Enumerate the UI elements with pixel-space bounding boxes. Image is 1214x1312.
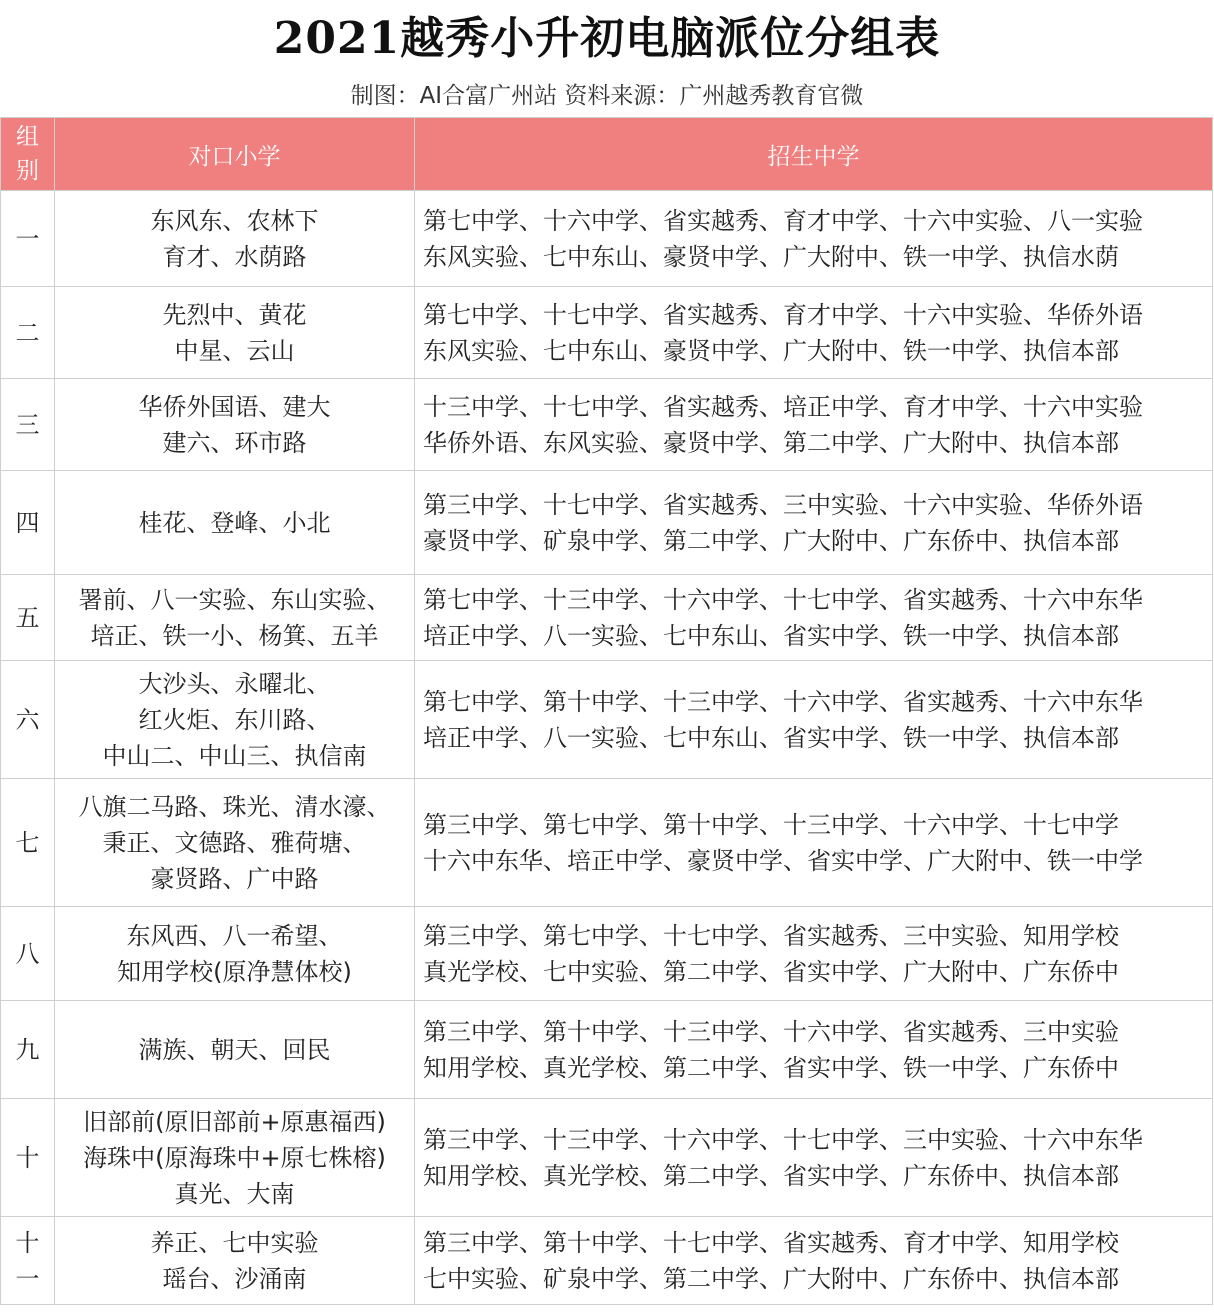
middle-school-cell [415, 907, 1213, 1001]
table-row [1, 779, 1213, 907]
table-row [1, 907, 1213, 1001]
group-label: 一 [15, 1264, 40, 1293]
group-cell [1, 661, 55, 779]
middle-school-line: 十三中学、十七中学、省实越秀、培正中学、育才中学、十六中实验 [423, 392, 1143, 421]
primary-school-line: 先烈中、黄花 [162, 300, 307, 329]
primary-school-cell [55, 907, 415, 1001]
middle-school-line: 第三中学、第十中学、十三中学、十六中学、省实越秀、三中实验 [423, 1017, 1119, 1046]
middle-school-line: 知用学校、真光学校、第二中学、省实中学、铁一中学、广东侨中 [423, 1053, 1119, 1082]
group-cell [1, 1099, 55, 1217]
group-cell [1, 287, 55, 379]
middle-school-line: 知用学校、真光学校、第二中学、省实中学、广东侨中、执信本部 [423, 1161, 1119, 1190]
primary-school-line: 瑶台、沙涌南 [162, 1264, 307, 1293]
middle-school-cell [415, 287, 1213, 379]
group-label: 六 [15, 705, 40, 734]
middle-school-line: 豪贤中学、矿泉中学、第二中学、广大附中、广东侨中、执信本部 [423, 526, 1119, 555]
header-primary-school: 对口小学 [55, 118, 415, 191]
group-label: 十 [15, 1228, 40, 1257]
middle-school-cell [415, 1217, 1213, 1305]
group-cell [1, 379, 55, 471]
middle-school-line: 第七中学、十七中学、省实越秀、育才中学、十六中实验、华侨外语 [423, 300, 1143, 329]
group-label: 三 [15, 410, 40, 439]
middle-school-line: 第七中学、十六中学、省实越秀、育才中学、十六中实验、八一实验 [423, 206, 1143, 235]
primary-school-cell [55, 575, 415, 661]
primary-school-line: 培正、铁一小、杨箕、五羊 [90, 621, 379, 650]
middle-school-cell [415, 379, 1213, 471]
header-group-char: 组 [16, 124, 39, 150]
middle-school-line: 培正中学、八一实验、七中东山、省实中学、铁一中学、执信本部 [423, 723, 1119, 752]
middle-school-cell [415, 1001, 1213, 1099]
primary-school-cell [55, 1001, 415, 1099]
table-row [1, 575, 1213, 661]
table-row [1, 191, 1213, 287]
primary-school-line: 养正、七中实验 [150, 1228, 319, 1257]
primary-school-line: 豪贤路、广中路 [150, 864, 319, 893]
middle-school-line: 东风实验、七中东山、豪贤中学、广大附中、铁一中学、执信本部 [423, 336, 1119, 365]
source-credit: 制图：AI合富广州站 资料来源：广州越秀教育官微 [350, 83, 864, 109]
group-label: 五 [15, 603, 40, 632]
primary-school-line: 八旗二马路、珠光、清水濠、 [78, 792, 391, 821]
primary-school-line: 大沙头、永曜北、 [138, 669, 331, 698]
table-row [1, 1001, 1213, 1099]
allocation-table [0, 117, 1213, 1305]
middle-school-line: 第三中学、第七中学、十七中学、省实越秀、三中实验、知用学校 [423, 921, 1119, 950]
middle-school-line: 七中实验、矿泉中学、第二中学、广大附中、广东侨中、执信本部 [423, 1264, 1119, 1293]
primary-school-line: 建六、环市路 [162, 428, 307, 457]
primary-school-cell [55, 661, 415, 779]
primary-school-line: 东风东、农林下 [150, 206, 319, 235]
group-label: 七 [15, 828, 40, 857]
table-row [1, 661, 1213, 779]
primary-school-line: 知用学校(原净慧体校) [117, 957, 352, 986]
middle-school-line: 真光学校、七中实验、第二中学、省实中学、广大附中、广东侨中 [423, 957, 1119, 986]
group-cell [1, 471, 55, 575]
table-header-row [1, 118, 1213, 191]
middle-school-line: 第三中学、十三中学、十六中学、十七中学、三中实验、十六中东华 [423, 1125, 1143, 1154]
primary-school-cell [55, 379, 415, 471]
primary-school-cell [55, 779, 415, 907]
header-middle-school: 招生中学 [415, 118, 1213, 191]
group-cell [1, 1217, 55, 1305]
middle-school-line: 第三中学、第十中学、十七中学、省实越秀、育才中学、知用学校 [423, 1228, 1119, 1257]
header-group [1, 118, 55, 191]
group-label: 八 [15, 939, 40, 968]
group-label: 十 [15, 1143, 40, 1172]
page-title: 2021越秀小升初电脑派位分组表 [273, 13, 941, 64]
group-label: 一 [15, 224, 40, 253]
middle-school-cell [415, 1099, 1213, 1217]
primary-school-cell [55, 471, 415, 575]
primary-school-line: 育才、水荫路 [162, 242, 307, 271]
middle-school-line: 第三中学、第七中学、第十中学、十三中学、十六中学、十七中学 [423, 810, 1119, 839]
primary-school-cell [55, 1099, 415, 1217]
table-row [1, 287, 1213, 379]
group-cell [1, 191, 55, 287]
table-body [1, 191, 1213, 1305]
primary-school-cell [55, 191, 415, 287]
header-group-char: 别 [16, 158, 39, 184]
primary-school-line: 中山二、中山三、执信南 [102, 741, 367, 770]
middle-school-cell [415, 661, 1213, 779]
primary-school-line: 桂花、登峰、小北 [138, 508, 331, 537]
group-label: 二 [15, 318, 40, 347]
table-row [1, 1217, 1213, 1305]
primary-school-line: 华侨外国语、建大 [138, 392, 331, 421]
primary-school-line: 秉正、文德路、雅荷塘、 [102, 828, 367, 857]
middle-school-line: 第七中学、第十中学、十三中学、十六中学、省实越秀、十六中东华 [423, 687, 1143, 716]
primary-school-line: 东风西、八一希望、 [126, 921, 343, 950]
primary-school-cell [55, 287, 415, 379]
middle-school-line: 东风实验、七中东山、豪贤中学、广大附中、铁一中学、执信水荫 [423, 242, 1119, 271]
group-label: 四 [15, 508, 40, 537]
group-cell [1, 907, 55, 1001]
group-cell [1, 575, 55, 661]
group-cell [1, 1001, 55, 1099]
primary-school-line: 满族、朝天、回民 [138, 1035, 331, 1064]
group-cell [1, 779, 55, 907]
primary-school-line: 红火炬、东川路、 [138, 705, 331, 734]
table-row [1, 471, 1213, 575]
middle-school-cell [415, 191, 1213, 287]
primary-school-line: 真光、大南 [174, 1179, 295, 1208]
group-label: 九 [15, 1035, 40, 1064]
primary-school-cell [55, 1217, 415, 1305]
middle-school-cell [415, 779, 1213, 907]
middle-school-line: 第七中学、十三中学、十六中学、十七中学、省实越秀、十六中东华 [423, 585, 1143, 614]
primary-school-line: 中星、云山 [174, 336, 295, 365]
primary-school-line: 旧部前(原旧部前+原惠福西) [83, 1107, 386, 1136]
primary-school-line: 海珠中(原海珠中+原七株榕) [83, 1143, 386, 1172]
middle-school-cell [415, 575, 1213, 661]
middle-school-line: 华侨外语、东风实验、豪贤中学、第二中学、广大附中、执信本部 [423, 428, 1119, 457]
primary-school-line: 署前、八一实验、东山实验、 [78, 585, 391, 614]
table-row [1, 1099, 1213, 1217]
middle-school-cell [415, 471, 1213, 575]
middle-school-line: 十六中东华、培正中学、豪贤中学、省实中学、广大附中、铁一中学 [423, 846, 1143, 875]
table-row [1, 379, 1213, 471]
middle-school-line: 第三中学、十七中学、省实越秀、三中实验、十六中实验、华侨外语 [423, 490, 1143, 519]
middle-school-line: 培正中学、八一实验、七中东山、省实中学、铁一中学、执信本部 [423, 621, 1119, 650]
